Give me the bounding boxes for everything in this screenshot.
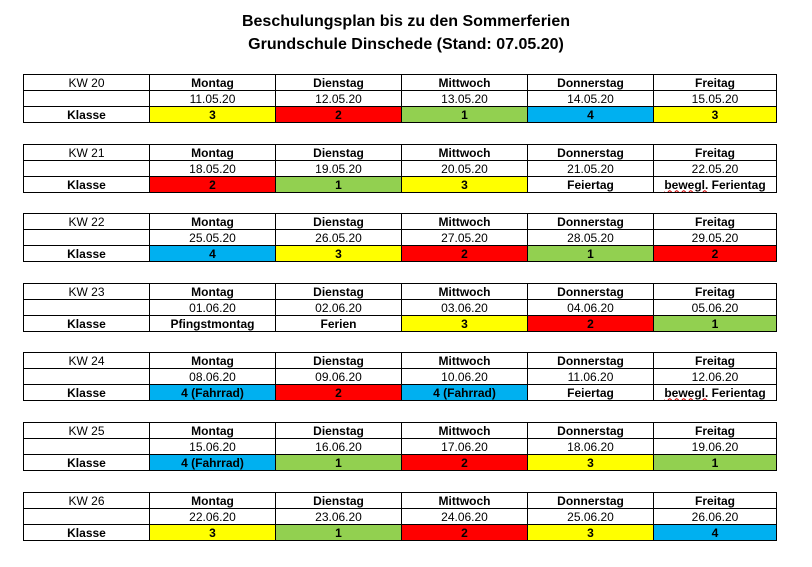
- class-cell: 2: [402, 525, 528, 541]
- date-cell: 11.06.20: [528, 369, 654, 385]
- date-cell: 03.06.20: [402, 300, 528, 316]
- day-name: Donnerstag: [528, 353, 654, 369]
- class-cell: 3: [276, 246, 402, 262]
- day-name: Mittwoch: [402, 493, 528, 509]
- day-name: Mittwoch: [402, 75, 528, 91]
- day-name: Dienstag: [276, 145, 402, 161]
- table-row: [24, 284, 777, 300]
- table-row: [24, 316, 777, 332]
- date-cell: 12.06.20: [654, 369, 777, 385]
- klasse-label: Klasse: [24, 316, 150, 332]
- date-cell: 12.05.20: [276, 91, 402, 107]
- document-subtitle: Grundschule Dinschede (Stand: 07.05.20): [248, 36, 564, 53]
- class-cell: 1: [654, 316, 777, 332]
- table-row: [24, 230, 777, 246]
- day-name: Montag: [150, 493, 276, 509]
- date-cell: 21.05.20: [528, 161, 654, 177]
- klasse-label: Klasse: [24, 246, 150, 262]
- class-cell: Ferien: [276, 316, 402, 332]
- klasse-label: Klasse: [24, 177, 150, 193]
- day-name: Dienstag: [276, 284, 402, 300]
- week-table: [23, 74, 777, 123]
- date-cell: 10.06.20: [402, 369, 528, 385]
- day-name: Mittwoch: [402, 423, 528, 439]
- date-cell: 05.06.20: [654, 300, 777, 316]
- day-name: Donnerstag: [528, 493, 654, 509]
- day-name: Donnerstag: [528, 75, 654, 91]
- date-cell: 23.06.20: [276, 509, 402, 525]
- day-name: Dienstag: [276, 493, 402, 509]
- day-name: Freitag: [654, 423, 777, 439]
- class-cell: 3: [150, 525, 276, 541]
- date-cell: 01.06.20: [150, 300, 276, 316]
- empty-cell: [24, 161, 150, 177]
- class-cell: 1: [276, 525, 402, 541]
- day-name: Mittwoch: [402, 145, 528, 161]
- day-name: Mittwoch: [402, 353, 528, 369]
- klasse-label: Klasse: [24, 525, 150, 541]
- klasse-label: Klasse: [24, 107, 150, 123]
- day-name: Freitag: [654, 145, 777, 161]
- date-cell: 26.06.20: [654, 509, 777, 525]
- table-row: [24, 91, 777, 107]
- week-number: KW 24: [24, 353, 150, 369]
- day-name: Donnerstag: [528, 284, 654, 300]
- date-cell: 15.06.20: [150, 439, 276, 455]
- class-cell: bewegl. Ferientag: [654, 177, 777, 193]
- document-title: Beschulungsplan bis zu den Sommerferien: [241, 13, 571, 30]
- class-cell: 3: [528, 525, 654, 541]
- date-cell: 16.06.20: [276, 439, 402, 455]
- table-row: [24, 353, 777, 369]
- week-table: [23, 213, 777, 262]
- week-table: [23, 283, 777, 332]
- table-row: [24, 369, 777, 385]
- class-cell: 1: [528, 246, 654, 262]
- table-row: [24, 177, 777, 193]
- class-cell: 4 (Fahrrad): [402, 385, 528, 401]
- date-cell: 11.05.20: [150, 91, 276, 107]
- day-name: Donnerstag: [528, 214, 654, 230]
- date-cell: 28.05.20: [528, 230, 654, 246]
- week-number: KW 21: [24, 145, 150, 161]
- table-row: [24, 525, 777, 541]
- class-cell: 2: [528, 316, 654, 332]
- date-cell: 18.06.20: [528, 439, 654, 455]
- class-cell: 2: [654, 246, 777, 262]
- day-name: Freitag: [654, 493, 777, 509]
- day-name: Montag: [150, 284, 276, 300]
- date-cell: 17.06.20: [402, 439, 528, 455]
- date-cell: 19.06.20: [654, 439, 777, 455]
- date-cell: 24.06.20: [402, 509, 528, 525]
- week-number: KW 26: [24, 493, 150, 509]
- date-cell: 20.05.20: [402, 161, 528, 177]
- table-row: [24, 493, 777, 509]
- day-name: Freitag: [654, 75, 777, 91]
- day-name: Montag: [150, 145, 276, 161]
- day-name: Freitag: [654, 353, 777, 369]
- empty-cell: [24, 300, 150, 316]
- class-cell: 4 (Fahrrad): [150, 455, 276, 471]
- table-row: [24, 145, 777, 161]
- day-name: Freitag: [654, 284, 777, 300]
- empty-cell: [24, 369, 150, 385]
- class-cell: Feiertag: [528, 385, 654, 401]
- day-name: Dienstag: [276, 353, 402, 369]
- class-cell: 3: [654, 107, 777, 123]
- day-name: Montag: [150, 75, 276, 91]
- date-cell: 15.05.20: [654, 91, 777, 107]
- class-cell: 4: [150, 246, 276, 262]
- empty-cell: [24, 91, 150, 107]
- table-row: [24, 161, 777, 177]
- day-name: Mittwoch: [402, 214, 528, 230]
- day-name: Donnerstag: [528, 145, 654, 161]
- day-name: Montag: [150, 423, 276, 439]
- date-cell: 13.05.20: [402, 91, 528, 107]
- table-row: [24, 423, 777, 439]
- class-cell: 4: [528, 107, 654, 123]
- date-cell: 29.05.20: [654, 230, 777, 246]
- class-cell: 2: [276, 107, 402, 123]
- date-cell: 25.05.20: [150, 230, 276, 246]
- day-name: Montag: [150, 353, 276, 369]
- empty-cell: [24, 509, 150, 525]
- klasse-label: Klasse: [24, 385, 150, 401]
- date-cell: 25.06.20: [528, 509, 654, 525]
- day-name: Dienstag: [276, 423, 402, 439]
- table-row: [24, 509, 777, 525]
- date-cell: 02.06.20: [276, 300, 402, 316]
- day-name: Freitag: [654, 214, 777, 230]
- date-cell: 26.05.20: [276, 230, 402, 246]
- date-cell: 22.06.20: [150, 509, 276, 525]
- date-cell: 19.05.20: [276, 161, 402, 177]
- class-cell: bewegl. Ferientag: [654, 385, 777, 401]
- class-cell: 3: [402, 177, 528, 193]
- table-row: [24, 300, 777, 316]
- class-cell: 4 (Fahrrad): [150, 385, 276, 401]
- week-table: [23, 492, 777, 541]
- empty-cell: [24, 230, 150, 246]
- date-cell: 14.05.20: [528, 91, 654, 107]
- spellcheck-underline: bewegl.: [664, 385, 709, 400]
- date-cell: 27.05.20: [402, 230, 528, 246]
- week-number: KW 22: [24, 214, 150, 230]
- date-cell: 08.06.20: [150, 369, 276, 385]
- class-cell: 1: [276, 455, 402, 471]
- class-cell: 4: [654, 525, 777, 541]
- klasse-label: Klasse: [24, 455, 150, 471]
- class-cell: 1: [402, 107, 528, 123]
- day-name: Mittwoch: [402, 284, 528, 300]
- week-table: [23, 144, 777, 193]
- class-cell: 2: [150, 177, 276, 193]
- class-cell: 3: [528, 455, 654, 471]
- table-row: [24, 385, 777, 401]
- class-cell: Feiertag: [528, 177, 654, 193]
- week-number: KW 20: [24, 75, 150, 91]
- class-cell: 3: [402, 316, 528, 332]
- day-name: Montag: [150, 214, 276, 230]
- date-cell: 18.05.20: [150, 161, 276, 177]
- table-row: [24, 214, 777, 230]
- class-cell: 1: [654, 455, 777, 471]
- empty-cell: [24, 439, 150, 455]
- week-table: [23, 352, 777, 401]
- day-name: Dienstag: [276, 75, 402, 91]
- date-cell: 04.06.20: [528, 300, 654, 316]
- table-row: [24, 455, 777, 471]
- week-table: [23, 422, 777, 471]
- class-cell: 3: [150, 107, 276, 123]
- table-row: [24, 107, 777, 123]
- table-row: [24, 75, 777, 91]
- date-cell: 22.05.20: [654, 161, 777, 177]
- week-number: KW 25: [24, 423, 150, 439]
- class-cell: 2: [276, 385, 402, 401]
- class-cell: 1: [276, 177, 402, 193]
- class-cell: Pfingstmontag: [150, 316, 276, 332]
- date-cell: 09.06.20: [276, 369, 402, 385]
- table-row: [24, 439, 777, 455]
- class-cell: 2: [402, 246, 528, 262]
- table-row: [24, 246, 777, 262]
- day-name: Donnerstag: [528, 423, 654, 439]
- week-number: KW 23: [24, 284, 150, 300]
- spellcheck-underline: bewegl.: [664, 177, 709, 192]
- class-cell: 2: [402, 455, 528, 471]
- day-name: Dienstag: [276, 214, 402, 230]
